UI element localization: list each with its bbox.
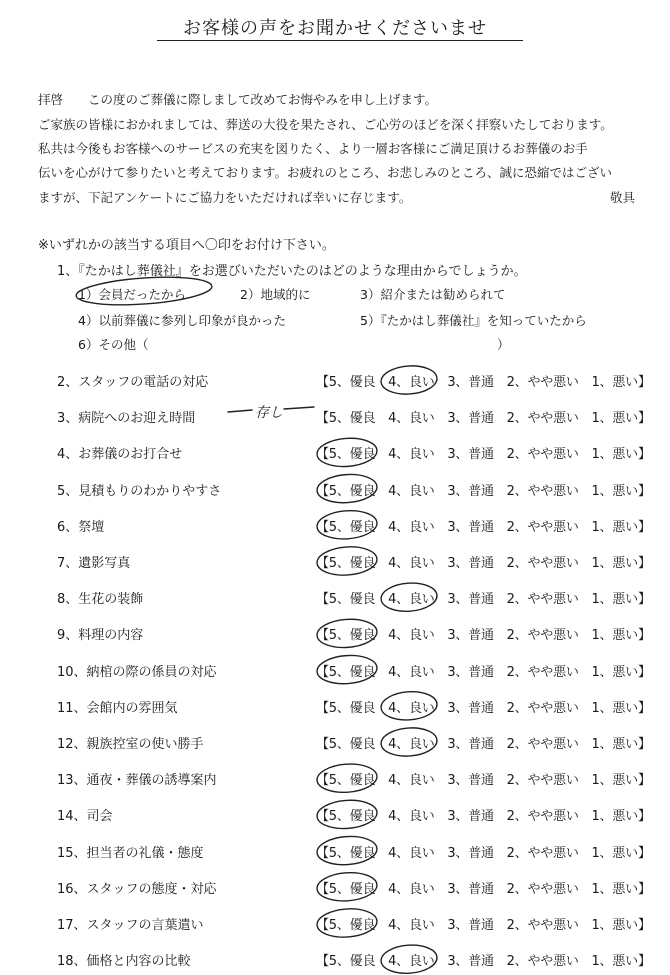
question-label: 13、通夜・葬儀の誘導案内 bbox=[57, 773, 217, 788]
rating-scale[interactable]: 【5、優良 4、良い 3、普通 2、やや悪い 1、悪い】 bbox=[316, 592, 651, 607]
rating-scale[interactable]: 【5、優良 4、良い 3、普通 2、やや悪い 1、悪い】 bbox=[316, 375, 651, 390]
q1-option-6[interactable]: 6）その他（ bbox=[78, 337, 149, 352]
rating-scale[interactable]: 【5、優良 4、良い 3、普通 2、やや悪い 1、悪い】 bbox=[316, 954, 651, 969]
question-label: 12、親族控室の使い勝手 bbox=[57, 737, 204, 752]
question-label: 14、司会 bbox=[57, 809, 113, 824]
q1-option-5[interactable]: 5）『たかはし葬儀社』を知っていたから bbox=[360, 313, 587, 328]
rating-scale[interactable]: 【5、優良 4、良い 3、普通 2、やや悪い 1、悪い】 bbox=[316, 701, 651, 716]
q1-option-3[interactable]: 3）紹介または勧められて bbox=[360, 287, 506, 302]
question-label: 11、会館内の雰囲気 bbox=[57, 701, 178, 716]
rating-scale[interactable]: 【5、優良 4、良い 3、普通 2、やや悪い 1、悪い】 bbox=[316, 665, 651, 680]
intro-line-5: ますが、下記アンケートにご協力をいただければ幸いに存じます。 bbox=[38, 190, 412, 205]
q1-option-4[interactable]: 4）以前葬儀に参列し印象が良かった bbox=[78, 313, 286, 328]
question-label: 16、スタッフの態度・対応 bbox=[57, 882, 217, 897]
question-label: 4、お葬儀のお打合せ bbox=[57, 447, 183, 462]
rating-scale[interactable]: 【5、優良 4、良い 3、普通 2、やや悪い 1、悪い】 bbox=[316, 520, 651, 535]
q1-option-2[interactable]: 2）地域的に bbox=[240, 287, 311, 302]
intro-line-1: 拝啓 この度のご葬儀に際しまして改めてお悔やみを申し上げます。 bbox=[38, 92, 438, 107]
question-label: 8、生花の装飾 bbox=[57, 592, 144, 607]
rating-scale[interactable]: 【5、優良 4、良い 3、普通 2、やや悪い 1、悪い】 bbox=[316, 918, 651, 933]
title-underline bbox=[157, 40, 523, 41]
intro-line-2: ご家族の皆様におかれましては、葬送の大役を果たされ、ご心労のほどを深く拝察いたしております。 bbox=[38, 117, 613, 132]
rating-scale[interactable]: 【5、優良 4、良い 3、普通 2、やや悪い 1、悪い】 bbox=[316, 882, 651, 897]
rating-scale[interactable]: 【5、優良 4、良い 3、普通 2、やや悪い 1、悪い】 bbox=[316, 484, 651, 499]
handwritten-note: 存し bbox=[255, 405, 283, 421]
question-label: 18、価格と内容の比較 bbox=[57, 954, 191, 969]
closing-keigu: 敬具 bbox=[610, 190, 636, 205]
q1-option-1[interactable]: 1）会員だったから bbox=[78, 287, 186, 302]
rating-scale[interactable]: 【5、優良 4、良い 3、普通 2、やや悪い 1、悪い】 bbox=[316, 809, 651, 824]
q1-option-6-close: ） bbox=[497, 337, 510, 352]
rating-scale[interactable]: 【5、優良 4、良い 3、普通 2、やや悪い 1、悪い】 bbox=[316, 447, 651, 462]
intro-line-4: 伝いを心がけて参りたいと考えております。お疲れのところ、お悲しみのところ、誠に恐縮ではござい bbox=[38, 165, 613, 180]
question-label: 10、納棺の際の係員の対応 bbox=[57, 665, 217, 680]
page-title: お客様の声をお聞かせくださいませ bbox=[183, 18, 487, 39]
question-label: 15、担当者の礼儀・態度 bbox=[57, 846, 204, 861]
intro-line-3: 私共は今後もお客様へのサービスの充実を図りたく、より一層お客様にご満足頂けるお葬儀のお手 bbox=[38, 141, 588, 156]
question-label: 3、病院へのお迎え時間 bbox=[57, 411, 196, 426]
question-label: 5、見積もりのわかりやすさ bbox=[57, 484, 222, 499]
rating-scale[interactable]: 【5、優良 4、良い 3、普通 2、やや悪い 1、悪い】 bbox=[316, 411, 651, 426]
question-label: 9、料理の内容 bbox=[57, 628, 144, 643]
question-label: 7、遺影写真 bbox=[57, 556, 131, 571]
question-label: 6、祭壇 bbox=[57, 520, 105, 535]
question-label: 17、スタッフの言葉遣い bbox=[57, 918, 204, 933]
rating-scale[interactable]: 【5、優良 4、良い 3、普通 2、やや悪い 1、悪い】 bbox=[316, 846, 651, 861]
rating-scale[interactable]: 【5、優良 4、良い 3、普通 2、やや悪い 1、悪い】 bbox=[316, 556, 651, 571]
rating-scale[interactable]: 【5、優良 4、良い 3、普通 2、やや悪い 1、悪い】 bbox=[316, 773, 651, 788]
question-label: 2、スタッフの電話の対応 bbox=[57, 375, 209, 390]
instruction: ※いずれかの該当する項目へ〇印をお付け下さい。 bbox=[38, 238, 335, 253]
rating-scale[interactable]: 【5、優良 4、良い 3、普通 2、やや悪い 1、悪い】 bbox=[316, 628, 651, 643]
q1-question: 1、『たかはし葬儀社』をお選びいただいたのはどのような理由からでしょうか。 bbox=[57, 264, 527, 279]
rating-scale[interactable]: 【5、優良 4、良い 3、普通 2、やや悪い 1、悪い】 bbox=[316, 737, 651, 752]
